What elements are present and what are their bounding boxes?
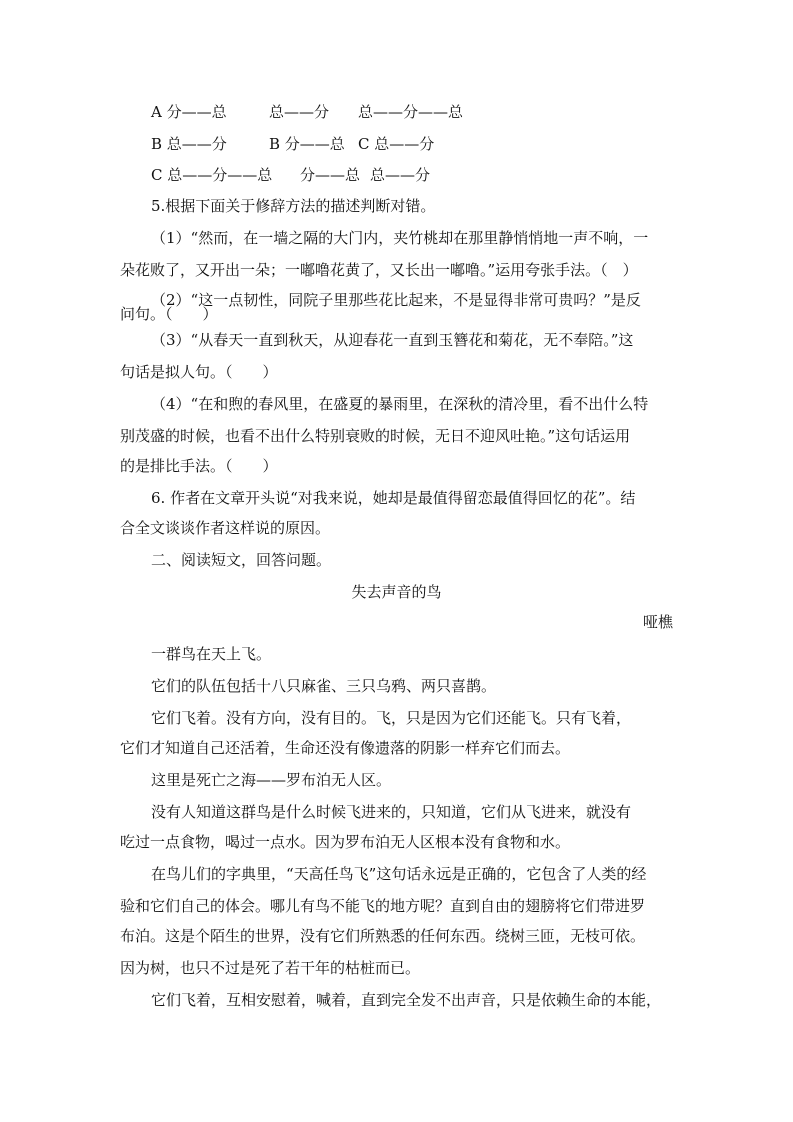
question-5-item-4-line-1: （4）“在和煦的春风里，在盛夏的暴雨里，在深秋的清冷里，看不出什么特 [151, 395, 649, 413]
question-6-line-2: 合全文谈谈作者这样说的原因。 [120, 519, 331, 537]
question-5-item-3-line-1: （3）“从春天一直到秋天，从迎春花一直到玉簪花和菊花，无不奉陪。”这 [151, 331, 634, 349]
section-2-heading: 二、阅读短文，回答问题。 [151, 551, 332, 569]
article-paragraph-7-line-1: 它们飞着，互相安慰着，喊着，直到完全发不出声音，只是依赖生命的本能， [151, 991, 662, 1009]
option-row1-b: 总——分 [269, 103, 330, 121]
article-paragraph-5-line-2: 吃过一点食物，喝过一点水。因为罗布泊无人区根本没有食物和水。 [120, 833, 571, 851]
article-paragraph-6-line-4: 因为树，也只不过是死了若干年的枯桩而已。 [120, 959, 421, 977]
question-5-heading: 5.根据下面关于修辞方法的描述判断对错。 [151, 197, 436, 215]
article-paragraph-1: 一群鸟在天上飞。 [151, 645, 272, 663]
question-6-line-1: 6. 作者在文章开头说“对我来说，她却是最值得留恋最值得回忆的花”。结 [151, 489, 636, 507]
option-row3-c: 总——分 [370, 166, 431, 184]
article-paragraph-6-line-2: 验和它们自己的体会。哪儿有鸟不能飞的地方呢？直到自由的翅膀将它们带进罗 [120, 897, 646, 915]
article-paragraph-2: 它们的队伍包括十八只麻雀、三只乌鸦、两只喜鹊。 [151, 677, 497, 695]
question-5-item-1-line-2: 朵花败了，又开出一朵；一嘟噜花黄了，又长出一嘟噜。”运用夸张手法。（ ） [120, 261, 638, 279]
article-paragraph-4: 这里是死亡之海——罗布泊无人区。 [151, 771, 392, 789]
question-5-item-2-line-2: 问句。（ ） [120, 305, 218, 323]
article-paragraph-5-line-1: 没有人知道这群鸟是什么时候飞进来的，只知道，它们从飞进来，就没有 [151, 803, 632, 821]
question-5-item-3-line-2: 句话是拟人句。（ ） [120, 363, 278, 381]
article-author: 哑樵 [642, 613, 673, 631]
option-row3-a: C 总——分——总 [151, 166, 273, 184]
article-title: 失去声音的鸟 [351, 583, 442, 601]
question-5-item-2-line-1: （2）“这一点韧性，同院子里那些花比起来，不是显得非常可贵吗？”是反 [151, 291, 641, 309]
question-5-item-4-line-3: 的是排比手法。（ ） [120, 457, 278, 475]
article-paragraph-3-line-1: 它们飞着。没有方向，没有目的。飞，只是因为它们还能飞。只有飞着， [151, 709, 632, 727]
article-paragraph-3-line-2: 它们才知道自己还活着，生命还没有像遗落的阴影一样弃它们而去。 [120, 739, 571, 757]
article-paragraph-6-line-3: 布泊。这是个陌生的世界，没有它们所熟悉的任何东西。绕树三匝，无枝可依。 [120, 927, 646, 945]
option-row1-a: A 分——总 [151, 103, 227, 121]
article-paragraph-6-line-1: 在鸟儿们的字典里，“天高任鸟飞”这句话永远是正确的，它包含了人类的经 [151, 865, 647, 883]
option-row1-c: 总——分——总 [358, 103, 464, 121]
option-row2-c: C 总——分 [358, 135, 435, 153]
option-row2-b: B 分——总 [269, 135, 345, 153]
question-5-item-4-line-2: 别茂盛的时候，也看不出什么特别衰败的时候，无日不迎风吐艳。”这句话运用 [120, 427, 631, 445]
option-row3-b: 分——总 [300, 166, 361, 184]
option-row2-a: B 总——分 [151, 135, 227, 153]
question-5-item-1-line-1: （1）“然而，在一墙之隔的大门内，夹竹桃却在那里静悄悄地一声不响，一 [151, 229, 649, 247]
